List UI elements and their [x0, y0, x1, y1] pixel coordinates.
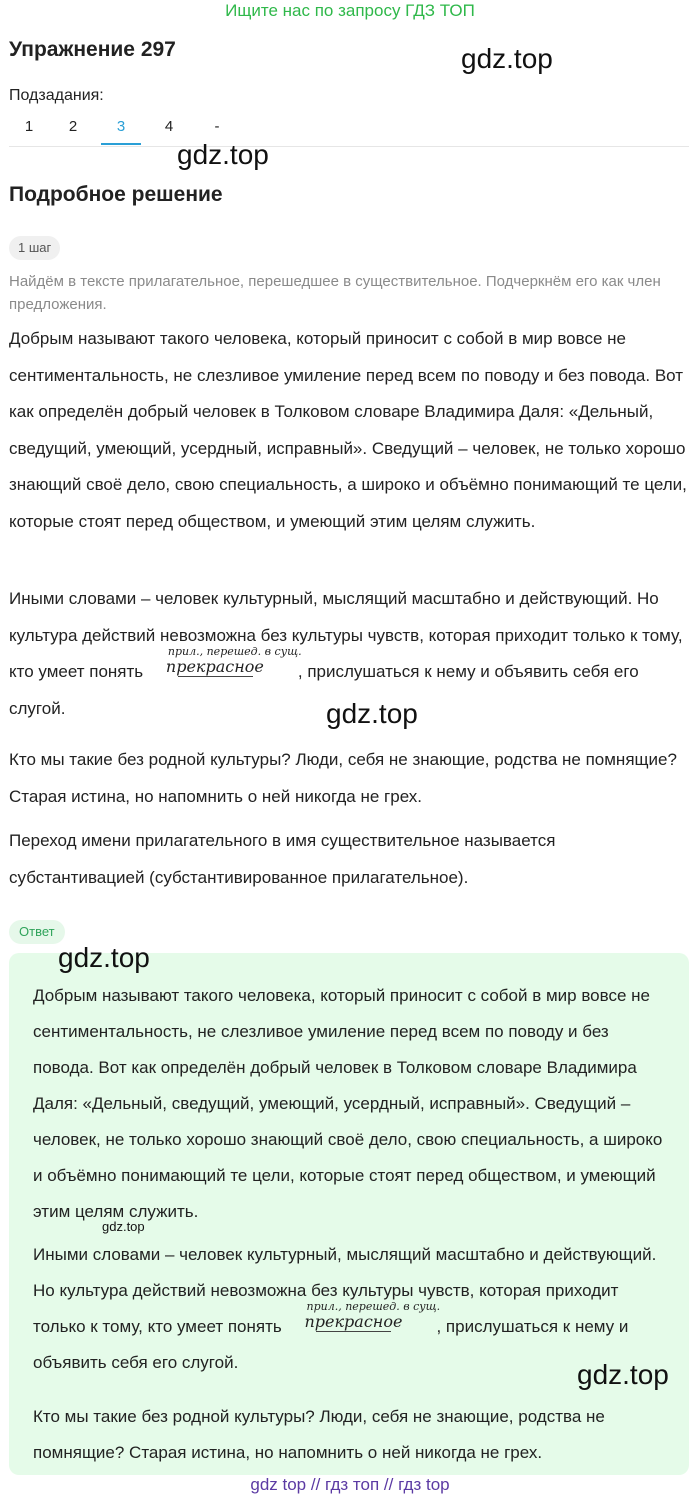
solution-paragraph-3: Кто мы такие без родной культуры? Люди, себя не знающие, родства не помнящие? Старая истина, но напомнить о ней никогда не грех. [9, 750, 677, 806]
answer-paragraph-3: Кто мы такие без родной культуры? Люди, себя не знающие, родства не помнящие? Старая истина, но напомнить о ней никогда не грех. [33, 1407, 605, 1462]
tab-4[interactable]: 4 [164, 118, 174, 135]
answer-paragraph-2 [33, 1237, 663, 1381]
watermark: gdz.top [461, 43, 553, 74]
answer-paragraph-1: Добрым называют такого человека, который приносит с собой в мир вовсе не сентиментальность, не слезливое умиление перед всем по поводу и без повода. Вот как определён добрый человек в Толковом словаре Владимира Даля: «Дельный, сведущий, умеющий, усердный, исправный». Сведущий – человек, не только хорошо знающий своё дело, свою специальность, а широко и объёмно понимающий те цели, которые стоят перед обществом, и умеющий этим целям служить. [33, 986, 663, 1221]
tab-more[interactable]: - [214, 118, 220, 135]
annotation-label: прил., перешед. в сущ. [167, 645, 302, 658]
watermark: gdz.top [326, 698, 418, 729]
paragraph-text: Иными словами – человек культурный, мыслящий масштабно и действующий. Но культура действий невозможна без культуры чувств, которая приходит только к тому, кто умеет понять [9, 589, 683, 681]
watermark: gdz.top [102, 1219, 145, 1234]
footer-separator: // [383, 1475, 394, 1494]
watermark: gdz.top [58, 942, 150, 973]
annotated-word [286, 1300, 441, 1332]
footer-link-gdz-top-mixed[interactable]: гдз top [398, 1475, 450, 1494]
annotation-underline [316, 1331, 391, 1332]
annotation-word: прекрасное [165, 657, 264, 676]
paragraph-text: Иными словами – человек культурный, мыслящий масштабно и действующий. Но культура действий невозможна без культуры чувств, которая приходит только к тому, кто умеет понять [33, 1245, 657, 1336]
paragraph-text: , прислушаться к нему и объявить себя его слугой. [33, 1317, 629, 1372]
watermark: gdz.top [177, 139, 269, 170]
step-badge: 1 шаг [9, 236, 60, 260]
top-banner: Ищите нас по запросу ГДЗ ТОП [225, 1, 475, 20]
answer-badge: Ответ [9, 920, 65, 944]
annotation-word: прекрасное [304, 1312, 403, 1331]
footer-link-gdz-top[interactable]: gdz top [250, 1475, 307, 1494]
footer-link-gdz-top-ru[interactable]: гдз топ [325, 1475, 380, 1494]
tab-2[interactable]: 2 [68, 118, 78, 135]
annotation-underline [178, 676, 253, 677]
active-tab-indicator [101, 143, 141, 145]
step-hint: Найдём в тексте прилагательное, перешедшее в существительное. Подчеркнём его как член предложения. [9, 273, 661, 313]
solution-paragraph-4: Переход имени прилагательного в имя существительное называется субстантивацией (субстантивированное прилагательное). [9, 831, 556, 887]
footer-separator: // [310, 1475, 321, 1494]
solution-heading: Подробное решение [9, 183, 223, 206]
answer-box [9, 953, 689, 1475]
subtasks-label: Подзадания: [9, 87, 104, 104]
subtasks-tabs [9, 110, 689, 147]
page-title: Упражнение 297 [9, 38, 176, 61]
paragraph-text: , прислушаться к нему и объявить себя его слугой. [9, 662, 639, 718]
tab-3[interactable]: 3 [116, 118, 126, 135]
solution-paragraph-1: Добрым называют такого человека, который приносит с собой в мир вовсе не сентиментальность, не слезливое умиление перед всем по поводу и без повода. Вот как определён добрый человек в Толковом словаре Владимира Даля: «Дельный, сведущий, умеющий, усердный, исправный». Сведущий – человек, не только хорошо знающий своё дело, свою специальность, а широко и объёмно понимающий те цели, которые стоят перед обществом, и умеющий этим целям служить. [9, 329, 687, 531]
footer [0, 1475, 700, 1495]
watermark: gdz.top [577, 1359, 669, 1390]
annotation-label: прил., перешед. в сущ. [306, 1300, 441, 1313]
annotated-word [148, 645, 302, 677]
tab-1[interactable]: 1 [24, 118, 34, 135]
